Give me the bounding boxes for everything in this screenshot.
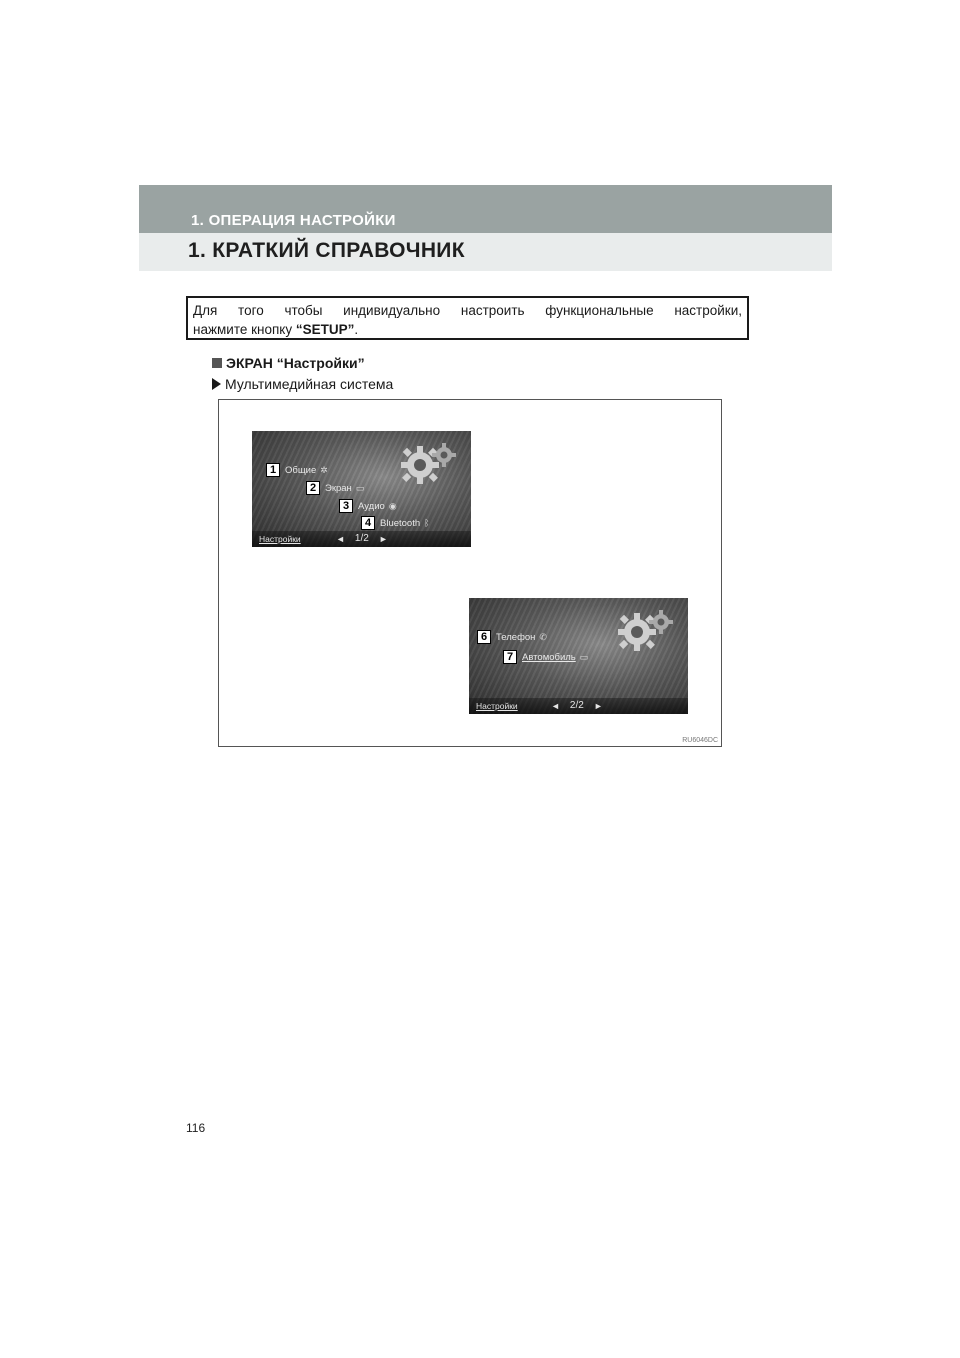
bullet-line <box>212 376 393 392</box>
intro-word: индивидуально <box>343 303 441 318</box>
settings-screen-page-2 <box>469 598 688 714</box>
intro-line-1 <box>193 301 742 320</box>
intro-word: Для <box>193 303 218 318</box>
display-icon: ▭ <box>355 482 365 493</box>
page-number: 116 <box>186 1121 206 1135</box>
number-badge: 6 <box>477 630 491 644</box>
pager <box>336 533 388 544</box>
gear-icon <box>613 604 677 660</box>
menu-label: Телефон <box>496 631 536 643</box>
setup-button-name: “SETUP” <box>295 322 355 337</box>
section-header-band <box>139 185 832 233</box>
menu-label: Аудио <box>358 500 385 512</box>
number-badge: 2 <box>306 481 320 495</box>
next-page-button[interactable]: ► <box>378 533 388 544</box>
page-indicator: 2/2 <box>569 700 584 711</box>
bluetooth-icon: ᛒ <box>424 518 430 528</box>
figure-box <box>218 399 722 747</box>
audio-icon: ◉ <box>388 500 397 511</box>
vehicle-icon: ▭ <box>579 651 589 662</box>
screen-footer <box>469 698 688 714</box>
settings-icon: ✲ <box>320 464 328 475</box>
intro-suffix: . <box>354 322 359 337</box>
menu-item-phone[interactable] <box>477 630 547 644</box>
menu-item-general[interactable] <box>266 463 328 477</box>
intro-word: настройки, <box>674 303 742 318</box>
screen-footer <box>252 531 471 547</box>
intro-word: чтобы <box>284 303 323 318</box>
page-title: 1. КРАТКИЙ СПРАВОЧНИК <box>188 239 465 262</box>
intro-line-2 <box>193 320 742 339</box>
menu-label: Bluetooth <box>380 517 421 529</box>
menu-item-bluetooth[interactable] <box>361 516 430 530</box>
intro-word: настроить <box>460 303 525 318</box>
menu-item-vehicle[interactable] <box>503 650 588 664</box>
sub-heading <box>212 355 365 371</box>
menu-item-audio[interactable] <box>339 499 397 513</box>
intro-prefix: нажмите кнопку <box>193 322 296 337</box>
intro-word: того <box>238 303 264 318</box>
settings-screen-page-1 <box>252 431 471 547</box>
number-badge: 1 <box>266 463 280 477</box>
sub-heading-text: ЭКРАН “Настройки” <box>226 355 365 371</box>
page-indicator: 1/2 <box>354 533 369 544</box>
section-label: 1. ОПЕРАЦИЯ НАСТРОЙКИ <box>191 212 396 229</box>
phone-icon: ✆ <box>539 631 547 642</box>
square-bullet-icon <box>212 358 222 368</box>
intro-box <box>186 296 749 340</box>
number-badge: 7 <box>503 650 517 664</box>
settings-title-label: Настройки <box>476 701 518 711</box>
triangle-bullet-icon <box>212 378 221 390</box>
title-band <box>139 233 832 271</box>
next-page-button[interactable]: ► <box>593 700 603 711</box>
figure-code: RU6046DC <box>682 737 718 744</box>
settings-title-label: Настройки <box>259 534 301 544</box>
prev-page-button[interactable]: ◄ <box>551 700 560 711</box>
menu-label: Общие <box>285 464 317 476</box>
number-badge: 4 <box>361 516 375 530</box>
prev-page-button[interactable]: ◄ <box>336 533 345 544</box>
menu-item-display[interactable] <box>306 481 364 495</box>
pager <box>551 700 603 711</box>
menu-label: Автомобиль <box>522 651 576 663</box>
intro-word: функциональные <box>545 303 654 318</box>
menu-label: Экран <box>325 482 352 494</box>
bullet-text: Мультимедийная система <box>225 376 394 392</box>
number-badge: 3 <box>339 499 353 513</box>
gear-icon <box>396 437 460 493</box>
